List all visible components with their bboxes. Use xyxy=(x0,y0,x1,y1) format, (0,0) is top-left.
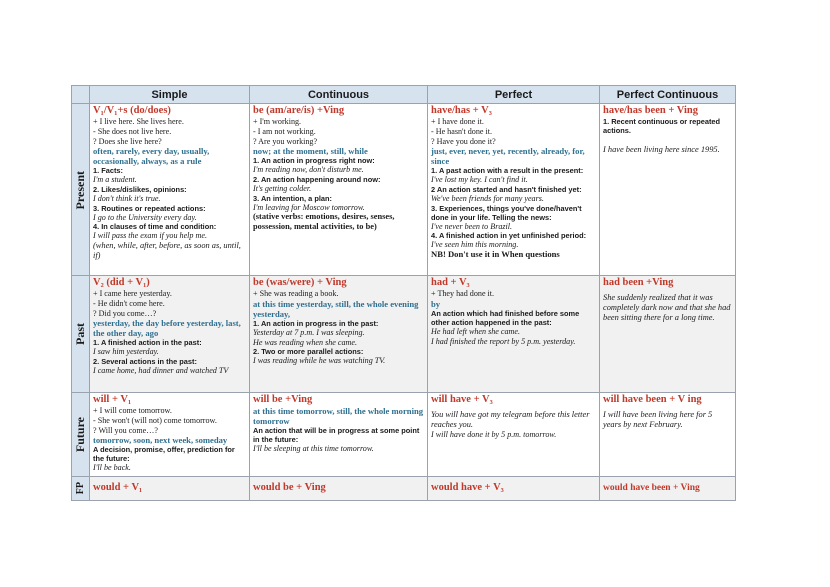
usage: 1. Facts: xyxy=(93,166,123,176)
formula: would + V₁ xyxy=(93,482,143,494)
formula: have/has been + Ving xyxy=(603,105,698,117)
usage: A decision, promise, offer, prediction for the future: xyxy=(93,445,235,464)
formula: will have been + V ing xyxy=(603,394,702,406)
time-markers: at this time tomorrow, still, the whole morning tomorrow xyxy=(253,406,424,427)
cell-past-perfect-continuous xyxy=(600,276,736,393)
usage-example: I've lost my key. I can't find it. xyxy=(431,175,528,185)
example: + I have done it. xyxy=(431,117,484,127)
example: - He didn't come here. xyxy=(93,299,165,309)
formula: had + V₃ xyxy=(431,277,470,289)
cell-future-continuous xyxy=(250,393,428,477)
row-head-fp xyxy=(72,476,90,500)
example: ? Have you done it? xyxy=(431,136,496,146)
usage: 1. An action in progress in the past: xyxy=(253,319,379,329)
usage-example: I came home, had dinner and watched TV xyxy=(93,366,229,376)
usage-example: I've seen him this morning. xyxy=(431,240,519,250)
usage: 2. An action happening around now: xyxy=(253,174,381,184)
nb-note: NB! Don't use it in When questions xyxy=(431,249,560,260)
time-markers: just, ever, never, yet, recently, already, for, since xyxy=(431,146,585,167)
tenses-table xyxy=(71,85,736,501)
usage: An action which had finished before some other action happened in the past: xyxy=(431,309,580,328)
usage: 2 An action started and hasn't finished yet: xyxy=(431,184,582,194)
row-head-past xyxy=(72,276,90,393)
usage-example: It's getting colder. xyxy=(253,183,312,193)
row-label-future: Future xyxy=(73,416,87,453)
header-perfect-continuous: Perfect Continuous xyxy=(600,86,736,104)
cell-past-simple xyxy=(90,276,250,393)
time-markers: tomorrow, soon, next week, someday xyxy=(93,435,228,446)
example: + I'm working. xyxy=(253,117,302,127)
formula: V₂ (did + V₁) xyxy=(93,277,150,289)
usage: 3. Routines or repeated actions: xyxy=(93,203,206,213)
time-markers: often, rarely, every day, usually, occasionally, always, as a rule xyxy=(93,146,210,167)
formula: be (am/are/is) +Ving xyxy=(253,105,345,117)
corner-cell xyxy=(72,86,90,104)
usage: 1. A past action with a result in the present: xyxy=(431,166,584,176)
time-markers: now; at the moment, still, while xyxy=(253,146,368,157)
formula: will be +Ving xyxy=(253,394,313,406)
row-future-in-past xyxy=(72,476,736,500)
row-present xyxy=(72,104,736,276)
formula: V₁/V₁+s (do/does) xyxy=(93,105,171,117)
formula: had been +Ving xyxy=(603,277,674,289)
row-head-present xyxy=(72,104,90,276)
usage-example: I had finished the report by 5 p.m. yesterday. xyxy=(431,336,576,346)
cell-past-continuous xyxy=(250,276,428,393)
header-row xyxy=(72,86,736,104)
cell-fp-simple xyxy=(90,476,250,500)
cell-fp-perfect-continuous xyxy=(600,476,736,500)
cell-future-simple xyxy=(90,393,250,477)
example: - She does not live here. xyxy=(93,126,172,136)
usage: 2. Several actions in the past: xyxy=(93,357,197,367)
usage-example: I was reading while he was watching TV. xyxy=(253,356,386,366)
formula: will + V₁ xyxy=(93,394,132,406)
cell-present-perfect-continuous xyxy=(600,104,736,276)
usage-example: We've been friends for many years. xyxy=(431,193,544,203)
cell-fp-continuous xyxy=(250,476,428,500)
row-label-fp: FP xyxy=(75,482,86,495)
formula: will have + V₃ xyxy=(431,394,493,406)
usage-example: She suddenly realized that it was completely dark now and that she had been sitting there for a long time. xyxy=(603,293,731,322)
example: + They had done it. xyxy=(431,289,495,299)
cell-present-simple xyxy=(90,104,250,276)
time-markers: at this time yesterday, still, the whole evening yesterday, xyxy=(253,299,419,320)
time-markers: yesterday, the day before yesterday, last, the other day, ago xyxy=(93,318,241,339)
example: + I will come tomorrow. xyxy=(93,406,172,416)
usage: 2. Likes/dislikes, opinions: xyxy=(93,184,187,194)
note: (when, while, after, before, as soon as, until, if) xyxy=(93,241,241,260)
cell-fp-perfect xyxy=(428,476,600,500)
usage-example: I'm a student. xyxy=(93,175,137,185)
usage-example: I'm reading now, don't disturb me. xyxy=(253,165,364,175)
usage-example: You will have got my telegram before this letter reaches you. xyxy=(431,410,590,429)
usage: 2. Two or more parallel actions: xyxy=(253,347,364,357)
example: ? Will you come…? xyxy=(93,425,158,435)
usage: 4. A finished action in yet unfinished period: xyxy=(431,231,587,241)
cell-future-perfect-continuous xyxy=(600,393,736,477)
cell-present-perfect xyxy=(428,104,600,276)
row-head-future xyxy=(72,393,90,477)
usage: 1. A finished action in the past: xyxy=(93,338,202,348)
example: ? Did you come…? xyxy=(93,308,157,318)
usage-example: I don't think it's true. xyxy=(93,193,161,203)
header-simple: Simple xyxy=(90,86,250,104)
note: (stative verbs: emotions, desires, senses, possession, mental activities, to be) xyxy=(253,212,395,232)
usage: 4. In clauses of time and condition: xyxy=(93,222,217,232)
formula: would have been + Ving xyxy=(603,483,700,494)
cell-present-continuous xyxy=(250,104,428,276)
usage: 1. Recent continuous or repeated actions. xyxy=(603,117,721,136)
usage-example: He had left when she came. xyxy=(431,327,521,337)
row-label-present: Present xyxy=(73,170,87,209)
usage-example: I will have done it by 5 p.m. tomorrow. xyxy=(431,429,557,439)
usage-example: Yesterday at 7 p.m. I was sleeping. xyxy=(253,328,365,338)
formula: be (was/were) + Ving xyxy=(253,277,347,289)
usage-example: I'm leaving for Moscow tomorrow. xyxy=(253,202,365,212)
row-past xyxy=(72,276,736,393)
example: - She won't (will not) come tomorrow. xyxy=(93,415,217,425)
usage-example: He was reading when she came. xyxy=(253,337,358,347)
usage-example: I have been living here since 1995. xyxy=(603,145,720,155)
example: ? Does she live here? xyxy=(93,136,162,146)
header-continuous: Continuous xyxy=(250,86,428,104)
usage-example: I'll be back. xyxy=(93,463,131,473)
example: + She was reading a book. xyxy=(253,289,339,299)
usage-example: I'll be sleeping at this time tomorrow. xyxy=(253,444,374,454)
formula: would have + V₃ xyxy=(431,482,504,494)
formula: would be + Ving xyxy=(253,482,326,494)
usage: 3. Experiences, things you've done/haven't done in your life. Telling the news: xyxy=(431,203,582,222)
formula: have/has + V₃ xyxy=(431,105,492,117)
header-perfect: Perfect xyxy=(428,86,600,104)
usage-example: I've never been to Brazil. xyxy=(431,221,513,231)
cell-past-perfect xyxy=(428,276,600,393)
usage-example: I will pass the exam if you help me. xyxy=(93,231,207,241)
usage: 1. An action in progress right now: xyxy=(253,156,375,166)
usage-example: I saw him yesterday. xyxy=(93,347,159,357)
example: + I came here yesterday. xyxy=(93,289,172,299)
example: + I live here. She lives here. xyxy=(93,117,184,127)
cell-future-perfect xyxy=(428,393,600,477)
usage-example: I go to the University every day. xyxy=(93,212,197,222)
row-label-past: Past xyxy=(73,323,87,346)
example: ? Are you working? xyxy=(253,136,318,146)
row-future xyxy=(72,393,736,477)
example: - I am not working. xyxy=(253,126,316,136)
time-markers: by xyxy=(431,299,441,310)
usage: 3. An intention, a plan: xyxy=(253,193,332,203)
example: - He hasn't done it. xyxy=(431,126,493,136)
usage-example: I will have been living here for 5 years by next February. xyxy=(603,410,713,429)
usage: An action that will be in progress at some point in the future: xyxy=(253,426,420,445)
